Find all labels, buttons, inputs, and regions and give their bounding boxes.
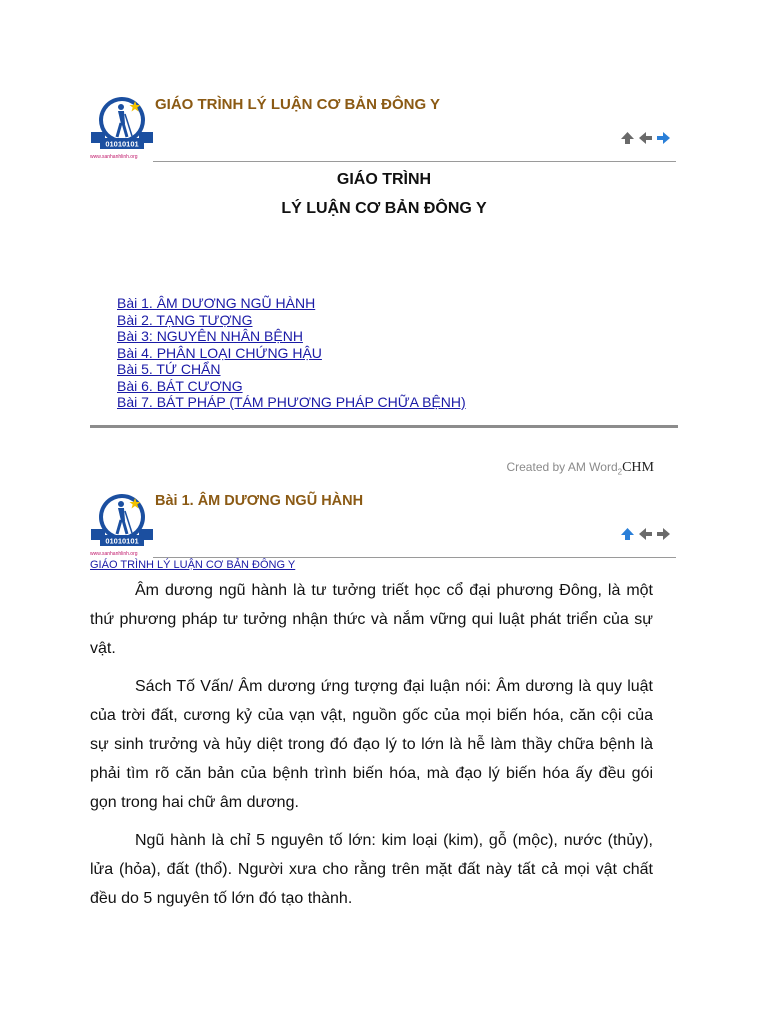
blind-walker-logo-icon [90,489,154,557]
created-by-text: Created by AM Word [506,460,618,474]
lesson-body [90,576,653,922]
blind-walker-logo-icon [90,92,154,160]
arrow-up-icon[interactable] [620,131,635,145]
chm-brand: CHM [622,460,654,475]
paragraph-2: Sách Tố Vấn/ Âm dương ứng tượng đại luận nói: Âm dương là quy luật của trời đất, cương kỷ của vạn vật, nguồn gốc của mọi biến hóa, căn cội của sự sinh trưởng và hủy diệt trong đó đạo lý to lớn là hễ làm thầy chữa bệnh là phải tìm rõ căn bản của bệnh trình biến hóa, mà đạo lý biến hóa ấy đều gói gọn trong hai chữ âm dương. [90,678,653,811]
paragraph-3: Ngũ hành là chỉ 5 nguyên tố lớn: kim loại (kim), gỗ (mộc), nước (thủy), lửa (hỏa), đất (thổ). Người xưa cho rằng trên mặt đất này tất cả mọi vật chất đều do 5 nguyên tố lớn đó tạo thành. [90,832,653,907]
doc-title-line1: GIÁO TRÌNH [336,171,432,188]
toc-link-bai-5[interactable]: Bài 5. TỨ CHẨN [117,361,221,377]
logo-badge-text: 01010101 [105,139,139,149]
arrow-right-icon[interactable] [656,131,671,145]
lesson-title: Bài 1. ÂM DƯƠNG NGŨ HÀNH [155,493,364,509]
created-by-note [506,460,654,476]
toc-link-bai-7[interactable]: Bài 7. BÁT PHÁP (TÁM PHƯƠNG PHÁP CHỮA BỆNH) [117,394,466,410]
paragraph-1: Âm dương ngũ hành là tư tưởng triết học cổ đại phương Đông, là một thứ phương pháp tư tưởng nhận thức và nắm vững qui luật phát triển của sự vật. [90,582,653,657]
arrow-up-icon[interactable] [620,527,635,541]
created-by-sub: 2 [617,467,623,477]
toc-link-bai-6[interactable]: Bài 6. BÁT CƯƠNG [117,377,243,394]
toc-link-bai-4[interactable]: Bài 4. PHÂN LOẠI CHỨNG HẬU [117,344,322,361]
nav-arrows-lesson [620,527,671,541]
site-url-2: www.sanhanhlinh.org [90,551,138,557]
table-of-contents [117,295,466,411]
site-url: www.sanhanhlinh.org [90,154,138,160]
lesson-header-divider [153,557,676,558]
nav-arrows-top [620,131,671,145]
toc-link-bai-1[interactable]: Bài 1. ÂM DƯƠNG NGŨ HÀNH [117,295,316,311]
doc-title-line2: LÝ LUẬN CƠ BẢN ĐÔNG Y [281,200,487,217]
header-divider [153,161,676,162]
arrow-left-icon[interactable] [638,527,653,541]
header-title: GIÁO TRÌNH LÝ LUẬN CƠ BẢN ĐÔNG Y [155,96,441,113]
breadcrumb-link[interactable]: GIÁO TRÌNH LÝ LUẬN CƠ BẢN ĐÔNG Y [90,559,296,571]
arrow-left-icon[interactable] [638,131,653,145]
toc-link-bai-3[interactable]: Bài 3: NGUYÊN NHÂN BỆNH [117,328,303,344]
logo-badge-text: 01010101 [105,536,139,546]
toc-link-bai-2[interactable]: Bài 2. TẠNG TƯỢNG [117,311,253,328]
section-divider [90,425,678,428]
arrow-right-icon[interactable] [656,527,671,541]
